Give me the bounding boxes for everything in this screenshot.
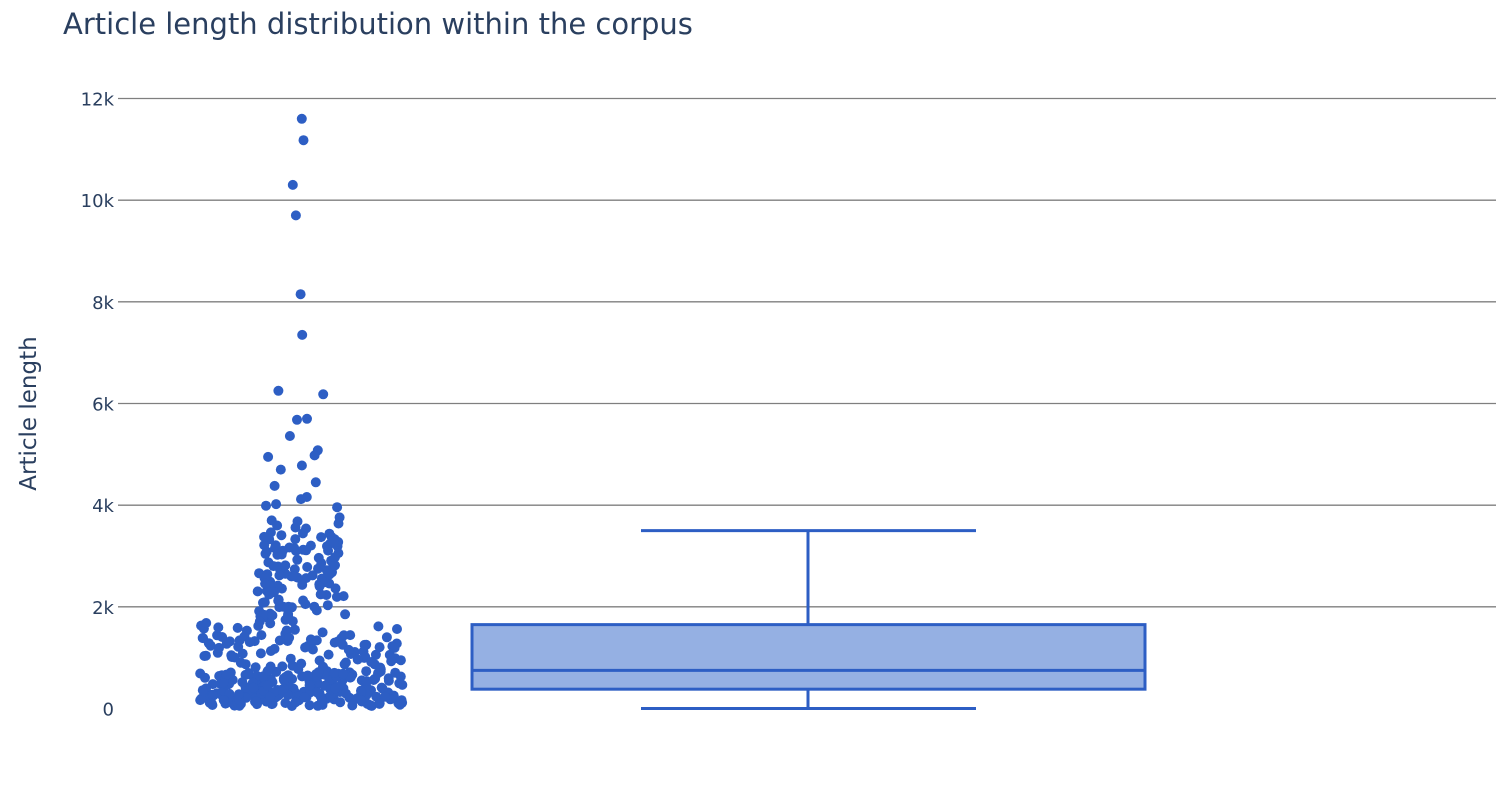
inlier-point [195, 669, 205, 679]
inlier-point [234, 689, 244, 699]
inlier-point [261, 549, 271, 559]
outlier-point [311, 477, 321, 487]
inlier-point [258, 598, 268, 608]
inlier-point [267, 610, 277, 620]
inlier-point [198, 685, 208, 695]
inlier-point [298, 596, 308, 606]
inlier-point [296, 659, 306, 669]
inlier-point [279, 675, 289, 685]
inlier-point [316, 558, 326, 568]
inlier-point [360, 640, 370, 650]
y-axis-ticks [81, 90, 115, 721]
inlier-point [308, 570, 318, 580]
inlier-point [329, 668, 339, 678]
inlier-point [270, 644, 280, 654]
inlier-point [274, 570, 284, 580]
inlier-point [384, 676, 394, 686]
inlier-point [272, 550, 282, 560]
inlier-point [245, 637, 255, 647]
inlier-point [330, 552, 340, 562]
inlier-point [382, 632, 392, 642]
y-tick-label: 8k [92, 292, 114, 314]
outlier-point [334, 519, 344, 529]
outlier-point [297, 114, 307, 124]
inlier-point [392, 624, 402, 634]
inlier-point [316, 589, 326, 599]
inlier-point [284, 633, 294, 643]
inlier-point [356, 695, 366, 705]
inlier-point [256, 648, 266, 658]
outlier-point [270, 481, 280, 491]
inlier-point [365, 700, 375, 710]
outlier-point [273, 386, 283, 396]
y-tick-label: 4k [92, 496, 114, 518]
inlier-point [260, 579, 270, 589]
inlier-point [265, 692, 275, 702]
inlier-point [201, 618, 211, 628]
inlier-point [344, 645, 354, 655]
outlier-point [318, 389, 328, 399]
y-tick-label: 10k [80, 191, 114, 213]
inlier-point [259, 532, 269, 542]
outlier-point [276, 465, 286, 475]
data-points [195, 114, 407, 711]
inlier-point [233, 623, 243, 633]
inlier-point [318, 627, 328, 637]
inlier-point [201, 651, 211, 661]
inlier-point [269, 561, 279, 571]
inlier-point [284, 613, 294, 623]
inlier-point [396, 655, 406, 665]
inlier-point [218, 678, 228, 688]
y-tick-label: 2k [92, 597, 114, 619]
inlier-point [356, 686, 366, 696]
inlier-point [314, 667, 324, 677]
inlier-point [292, 555, 302, 565]
inlier-point [316, 532, 326, 542]
inlier-point [207, 699, 217, 709]
inlier-point [330, 684, 340, 694]
inlier-point [253, 586, 263, 596]
inlier-point [341, 689, 351, 699]
interquartile-box[interactable] [472, 625, 1145, 690]
inlier-point [204, 638, 214, 648]
inlier-point [263, 681, 273, 691]
inlier-point [298, 528, 308, 538]
inlier-point [325, 570, 335, 580]
inlier-point [333, 637, 343, 647]
inlier-point [227, 652, 237, 662]
y-tick-label: 6k [92, 394, 114, 416]
inlier-point [213, 622, 223, 632]
inlier-point [390, 668, 400, 678]
outlier-point [297, 461, 307, 471]
inlier-point [266, 662, 276, 672]
outlier-point [292, 415, 302, 425]
inlier-point [309, 602, 319, 612]
inlier-point [361, 666, 371, 676]
inlier-point [286, 654, 296, 664]
inlier-point [375, 642, 385, 652]
inlier-point [222, 639, 232, 649]
inlier-point [335, 697, 345, 707]
inlier-point [302, 562, 312, 572]
inlier-point [390, 643, 400, 653]
outlier-point [297, 330, 307, 340]
inlier-point [341, 658, 351, 668]
inlier-point [276, 530, 286, 540]
outlier-point [296, 289, 306, 299]
outlier-point [291, 210, 301, 220]
y-axis-title: Article length [16, 336, 42, 491]
inlier-point [221, 670, 231, 680]
inlier-point [386, 656, 396, 666]
inlier-point [238, 649, 248, 659]
inlier-point [301, 545, 311, 555]
inlier-point [323, 600, 333, 610]
inlier-point [353, 655, 363, 665]
chart-title: Article length distribution within the corpus [63, 7, 693, 41]
inlier-point [373, 621, 383, 631]
inlier-point [397, 680, 407, 690]
outlier-point [332, 502, 342, 512]
inlier-point [290, 697, 300, 707]
inlier-point [252, 697, 262, 707]
inlier-point [248, 683, 258, 693]
inlier-point [255, 617, 265, 627]
inlier-point [376, 664, 386, 674]
outlier-point [285, 431, 295, 441]
inlier-point [256, 630, 266, 640]
outlier-point [288, 180, 298, 190]
inlier-point [280, 698, 290, 708]
inlier-point [251, 662, 261, 672]
y-tick-label: 0 [102, 699, 114, 721]
inlier-point [300, 692, 310, 702]
outlier-point [263, 452, 273, 462]
inlier-point [332, 592, 342, 602]
outlier-point [261, 501, 271, 511]
inlier-point [236, 658, 246, 668]
inlier-point [397, 695, 407, 705]
inlier-point [312, 635, 322, 645]
inlier-point [219, 695, 229, 705]
inlier-point [329, 537, 339, 547]
inlier-point [303, 671, 313, 681]
box-trace[interactable] [472, 531, 1145, 709]
outlier-point [310, 450, 320, 460]
inlier-point [237, 677, 247, 687]
inlier-point [305, 680, 315, 690]
inlier-point [196, 694, 206, 704]
outlier-point [299, 135, 309, 145]
inlier-point [380, 692, 390, 702]
inlier-point [288, 571, 298, 581]
outlier-point [296, 494, 306, 504]
outlier-point [271, 499, 281, 509]
y-tick-label: 12k [80, 89, 114, 111]
inlier-point [313, 688, 323, 698]
inlier-point [340, 609, 350, 619]
inlier-point [324, 650, 334, 660]
inlier-point [280, 560, 290, 570]
outlier-point [302, 414, 312, 424]
inlier-point [338, 669, 348, 679]
inlier-point [362, 676, 372, 686]
inlier-point [300, 643, 310, 653]
